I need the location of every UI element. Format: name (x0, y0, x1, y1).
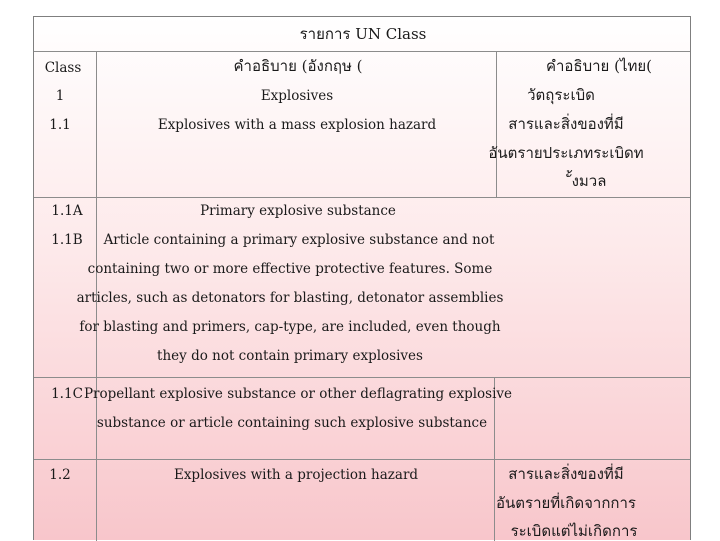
title-divider (34, 51, 690, 52)
desc-en-cell: Explosives (260, 88, 334, 104)
class-cell: 1.2 (49, 467, 71, 483)
class-cell: 1.1 (49, 117, 71, 133)
desc-th-cell: ั้งมวล (571, 172, 607, 190)
desc-en-cell: Article containing a primary explosive substance and not (103, 232, 495, 248)
desc-th-cell: วัตถุระเบิด (527, 86, 595, 104)
desc-en-cell: for blasting and primers, cap-type, are included, even though (79, 319, 501, 335)
desc-en-cell: they do not contain primary explosives (157, 348, 423, 364)
desc-en-cell: Explosives with a mass explosion hazard (157, 117, 437, 133)
desc-en-cell: Explosives with a projection hazard (173, 467, 419, 483)
table-title: รายการ UN Class (299, 25, 427, 43)
desc-th-cell: อันตรายที่เกิดจากการ (496, 494, 636, 512)
class-cell: 1.1A (51, 203, 83, 219)
desc-th-cell: อันตรายประเภทระเบิดท (488, 144, 644, 162)
class-cell: 1.1B (51, 232, 83, 248)
desc-en-cell: containing two or more effective protective features. Some (87, 261, 493, 277)
class-cell: 1.1C (51, 386, 83, 402)
header-desc-en: คำอธิบาย (อังกฤษ ( (233, 57, 363, 75)
header-desc-th: คำอธิบาย (ไทย( (545, 57, 653, 75)
row-divider (34, 197, 690, 198)
row-divider (34, 459, 690, 460)
desc-th-cell: สารและสิ่งของที่มี (508, 465, 624, 483)
class-cell: 1 (55, 88, 65, 104)
desc-en-cell: Primary explosive substance (200, 203, 396, 219)
un-class-table (33, 16, 691, 540)
header-class: Class (44, 60, 82, 76)
row-divider (34, 377, 690, 378)
desc-th-cell: ระเบิดแต่ไม่เกิดการ (510, 522, 638, 540)
desc-th-cell: สารและสิ่งของที่มี (508, 115, 624, 133)
desc-en-cell: articles, such as detonators for blasting, detonator assemblies (76, 290, 504, 306)
column-divider (496, 51, 497, 197)
desc-en-cell: substance or article containing such explosive substance (96, 415, 488, 431)
desc-en-cell: Propellant explosive substance or other deflagrating explosive (83, 386, 513, 402)
